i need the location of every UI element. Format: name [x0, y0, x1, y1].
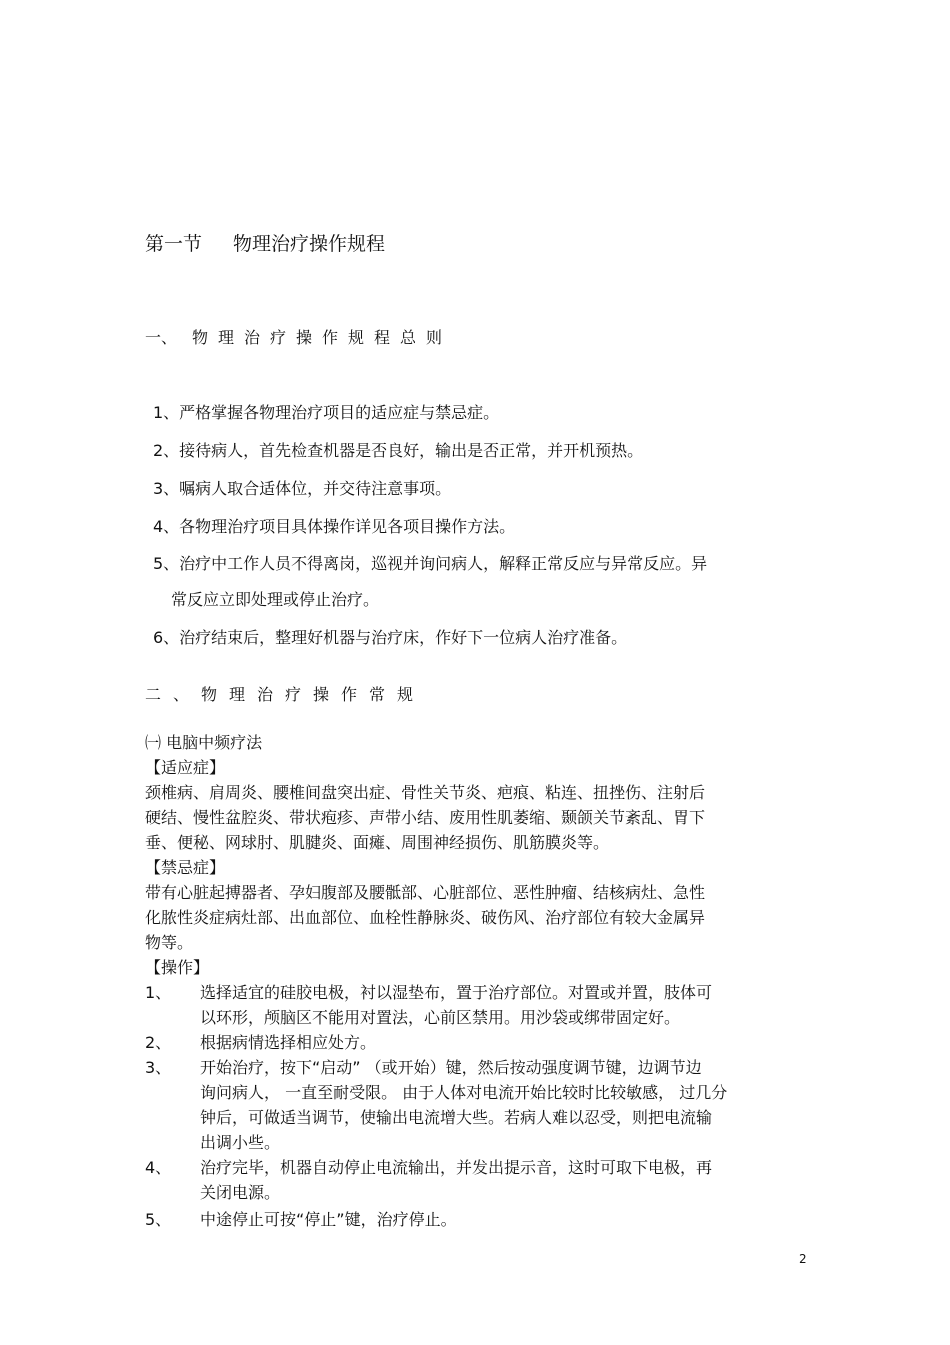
general-heading: [145, 325, 452, 348]
step-number: 4、: [145, 1158, 172, 1177]
routine-heading: 二、物理治疗操作常规: [145, 685, 426, 704]
rule-line: 6、治疗结束后，整理好机器与治疗床，作好下一位病人治疗准备。: [153, 628, 628, 647]
step-number: 1、: [145, 983, 172, 1002]
indications-line: 颈椎病、肩周炎、腰椎间盘突出症、骨性关节炎、疤痕、粘连、扭挫伤、注射后: [145, 783, 706, 802]
indications-line: 硬结、慢性盆腔炎、带状疱疹、声带小结、废用性肌萎缩、颞颌关节紊乱、胃下: [145, 808, 706, 827]
operation-label: 【操作】: [145, 958, 210, 977]
step-line: 选择适宜的硅胶电极，衬以湿垫布，置于治疗部位。对置或并置，肢体可: [200, 983, 713, 1002]
step-number: 2、: [145, 1033, 172, 1052]
contraindications-label: 【禁忌症】: [145, 858, 226, 877]
rule-line: 3、嘱病人取合适体位，并交待注意事项。: [153, 479, 452, 498]
step-line: 钟后，可做适当调节，使输出电流增大些。若病人难以忍受，则把电流输: [200, 1108, 713, 1127]
section-number: 第一节: [145, 233, 203, 255]
step-line: 治疗完毕，机器自动停止电流输出，并发出提示音，这时可取下电极，再: [200, 1158, 713, 1177]
step-line: 出调小些。: [200, 1133, 281, 1152]
section-name: 物理治疗操作规程: [233, 233, 386, 255]
step-line: 根据病情选择相应处方。: [200, 1033, 377, 1052]
step-line: 以环形，颅脑区不能用对置法，心前区禁用。用沙袋或绑带固定好。: [200, 1008, 681, 1027]
contraindications-line: 物等。: [145, 933, 194, 952]
step-line: 中途停止可按“停止”键，治疗停止。: [200, 1210, 457, 1229]
section-title: [145, 229, 385, 256]
step-line: 询问病人， 一直至耐受限。 由于人体对电流开始比较时比较敏感， 过几分: [200, 1083, 728, 1102]
rule-line: 1、严格掌握各物理治疗项目的适应症与禁忌症。: [153, 403, 500, 422]
indications-line: 垂、便秘、网球肘、肌腱炎、面瘫、周围神经损伤、肌筋膜炎等。: [145, 833, 610, 852]
contraindications-line: 带有心脏起搏器者、孕妇腹部及腰骶部、心脏部位、恶性肿瘤、结核病灶、急性: [145, 883, 706, 902]
rule-line: 2、接待病人，首先检查机器是否良好，输出是否正常，并开机预热。: [153, 441, 644, 460]
contraindications-line: 化脓性炎症病灶部、出血部位、血栓性静脉炎、破伤风、治疗部位有较大金属异: [145, 908, 706, 927]
step-line: 开始治疗，按下“启动” （或开始）键，然后按动强度调节键，边调节边: [200, 1058, 702, 1077]
rule-line: 5、治疗中工作人员不得离岗，巡视并询问病人，解释正常反应与异常反应。异: [153, 554, 708, 573]
general-heading-number: 一、: [145, 328, 178, 347]
step-line: 关闭电源。: [200, 1183, 281, 1202]
step-number: 3、: [145, 1058, 172, 1077]
general-heading-text: 物理治疗操作规程总则: [192, 328, 453, 347]
rule-line: 4、各物理治疗项目具体操作详见各项目操作方法。: [153, 517, 516, 536]
therapy-subheading: ㈠ 电脑中频疗法: [145, 733, 263, 752]
indications-label: 【适应症】: [145, 758, 226, 777]
page-number: 2: [799, 1252, 807, 1266]
rule-line: 常反应立即处理或停止治疗。: [171, 590, 380, 609]
step-number: 5、: [145, 1210, 172, 1229]
